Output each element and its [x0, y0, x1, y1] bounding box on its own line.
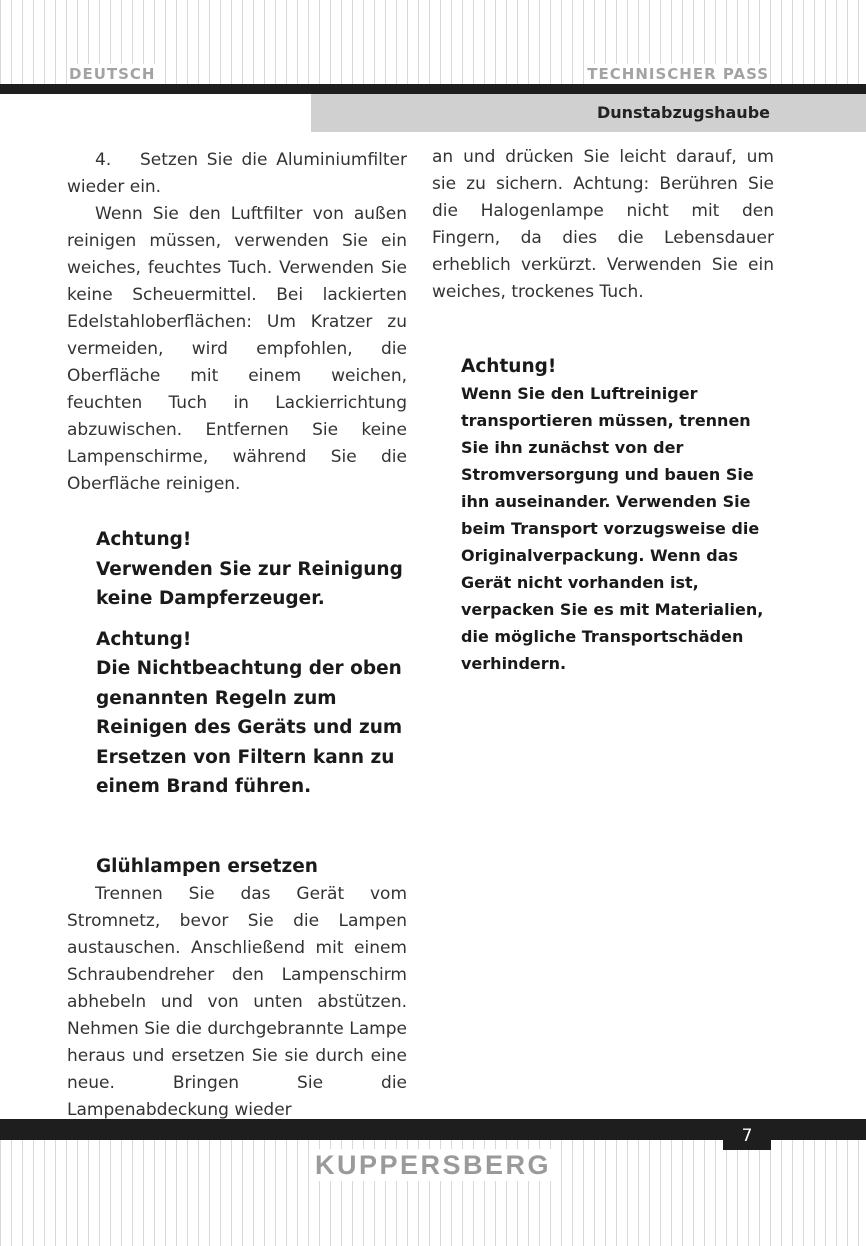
continuation-paragraph: an und drücken Sie leicht darauf, um sie zu sichern. Achtung: Berühren Sie die Halogenlampe nicht mit den Fingern, da dies die Lebensdauer erheblich verkürzt. Verwenden Sie ein weiches, trockenes Tuch.: [432, 147, 774, 302]
cleaning-paragraph: Wenn Sie den Luftfilter von außen reinigen müssen, verwenden Sie ein weiches, feuchtes Tuch. Verwenden Sie keine Scheuermittel. Bei lackierten Edelstahloberflächen: Um Kratzer zu vermeiden, wird empfohlen, die Oberfläche mit einem weichen, feuchten Tuch in Lackierrichtung abzuwischen. Entfernen Sie keine Lampenschirme, während Sie die Oberfläche reinigen.: [67, 204, 407, 494]
warning-text: Wenn Sie den Luftreiniger transportieren müssen, trennen Sie ihn zunächst von der Stromversorgung und bauen Sie ihn auseinander. Verwenden Sie beim Transport vorzugsweise die Originalverpackung. Wenn das Gerät nicht vorhanden ist, verpacken Sie es mit Materialien, die mögliche Transportschäden verhindern.: [461, 384, 764, 673]
warning-text: Die Nichtbeachtung der oben genannten Regeln zum Reinigen des Geräts und zum Ersetzen von Filtern kann zu einem Brand führen.: [96, 658, 403, 797]
warning-title: Achtung!: [461, 356, 557, 377]
header-bar: [0, 84, 866, 94]
warning-text: Verwenden Sie zur Reinigung keine Dampferzeuger.: [96, 558, 403, 609]
header-doc-type: TECHNISCHER PASS: [587, 65, 769, 83]
right-column: [432, 144, 774, 677]
step-paragraph: [67, 147, 407, 201]
brand-logo: [0, 1149, 866, 1181]
product-title: Dunstabzugshaube: [596, 103, 770, 122]
warning-steam: [96, 525, 407, 614]
section-title-bulbs: Glühlampen ersetzen: [96, 855, 318, 877]
bulbs-paragraph: Trennen Sie das Gerät vom Stromnetz, bevor Sie die Lampen austauschen. Anschließend mit einem Schraubendreher den Lampenschirm abhebeln und von unten abstützen. Nehmen Sie die durchgebrannte Lampe heraus und ersetzen Sie sie durch eine neue. Bringen Sie die Lampenabdeckung wieder: [67, 883, 407, 1120]
warning-title: Achtung!: [96, 628, 192, 650]
warning-fire: [96, 625, 407, 802]
page-number: 7: [723, 1122, 771, 1150]
header-language: DEUTSCH: [69, 65, 156, 83]
step-text: Setzen Sie die Aluminiumfilter wieder ein.: [67, 150, 407, 197]
warning-transport: [461, 354, 774, 677]
warning-title: Achtung!: [96, 529, 192, 550]
step-number: 4.: [95, 150, 112, 170]
left-column: [67, 147, 407, 1124]
brand-name: KUPPERSBERG: [311, 1149, 555, 1181]
subheader-bar: [311, 94, 866, 132]
